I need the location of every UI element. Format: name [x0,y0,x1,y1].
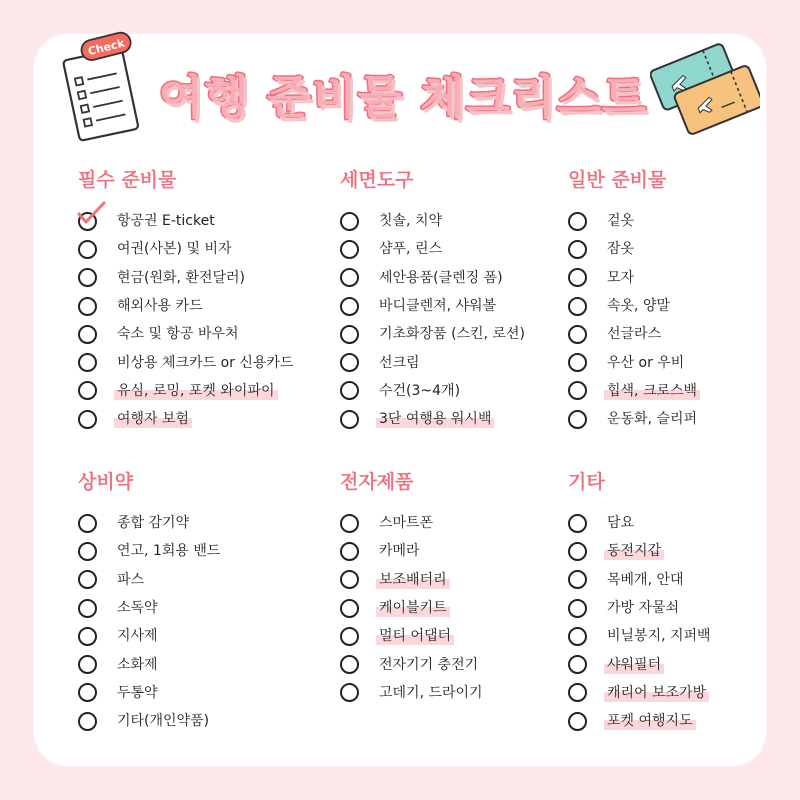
checklist-item[interactable] [78,348,296,376]
checklist-item-label: 여행자 보험 [114,410,192,428]
checklist-item[interactable] [340,264,528,292]
checklist-item[interactable] [568,622,714,650]
checkbox-circle[interactable] [568,212,587,231]
checklist-item-label: 바디클렌져, 샤워볼 [379,298,497,315]
checklist-item-label: 스마트폰 [379,515,434,532]
checkbox-circle[interactable] [78,627,97,646]
checklist-item-label: 전자기기 충전기 [379,656,479,673]
checkbox-circle[interactable] [78,683,97,702]
checklist-item-label: 담요 [607,515,635,532]
checkbox-circle[interactable] [340,655,359,674]
checklist-item-label: 항공권 E-ticket [117,213,215,230]
checklist-item[interactable] [568,707,714,735]
checkbox-circle[interactable] [340,325,359,344]
checklist-item[interactable] [78,650,223,678]
checklist-item-label: 비닐봉지, 지퍼백 [607,628,711,645]
checklist-item[interactable] [340,650,486,678]
checklist-item-label: 샤워필터 [604,656,664,674]
checklist-item-label: 종합 감기약 [117,515,190,532]
checklist-item-label: 두통약 [117,684,158,701]
checkbox-circle[interactable] [568,599,587,618]
checklist-item-label: 기초화장품 (스킨, 로션) [379,326,525,343]
checkbox-circle[interactable] [78,570,97,589]
checklist-item-label: 포켓 여행지도 [604,712,696,730]
checklist-item-label: 연고, 1회용 밴드 [117,543,221,560]
checklist-item[interactable] [568,566,714,594]
checklist [78,207,296,433]
checkbox-circle[interactable] [78,297,97,316]
checklist-item[interactable] [78,566,223,594]
checklist-item-label: 캐리어 보조가방 [604,684,709,702]
checklist-item[interactable] [78,377,296,405]
checklist-item[interactable] [568,292,700,320]
checklist-item[interactable] [340,566,486,594]
checklist-item[interactable] [78,594,223,622]
checklist-item-label: 보조배터리 [376,571,450,589]
checklist-item-label: 수건(3~4개) [379,382,461,399]
checklist-item[interactable] [340,509,486,537]
checklist-item-label: 소화제 [117,656,158,673]
checklist-item[interactable] [78,509,223,537]
checklist-item[interactable] [78,264,296,292]
checkbox-circle[interactable] [78,353,97,372]
checklist-item-label: 운동화, 슬리퍼 [607,411,698,428]
section-title: 기타 [568,471,605,493]
checklist-item-label: 선글라스 [607,326,662,343]
checklist-item-label: 샴푸, 린스 [379,241,442,258]
checkbox-circle[interactable] [340,268,359,287]
checklist-item-label: 동전지갑 [604,542,664,560]
checklist-item-label: 힙색, 크로스백 [604,382,700,400]
checklist-item[interactable] [340,292,528,320]
checklist-item[interactable] [340,537,486,565]
checkbox-circle[interactable] [568,542,587,561]
checklist-item-label: 지사제 [117,628,158,645]
section-title: 일반 준비물 [568,169,667,191]
checkbox-circle[interactable] [340,627,359,646]
checklist-item[interactable] [340,320,528,348]
checklist-item-label: 고데기, 드라이기 [379,684,483,701]
checklist-item[interactable] [340,405,528,433]
checklist-item[interactable] [340,622,486,650]
checklist-item[interactable] [78,207,296,235]
checkbox-circle[interactable] [340,240,359,259]
checklist [340,509,486,707]
checklist-item[interactable] [568,377,700,405]
checkbox-circle[interactable] [340,683,359,702]
checkbox-circle[interactable] [568,514,587,533]
checkbox-circle[interactable] [568,240,587,259]
checkbox-circle[interactable] [340,570,359,589]
checkmark-icon [77,201,107,227]
checklist-item[interactable] [340,207,528,235]
checklist-item[interactable] [78,235,296,263]
checklist-item[interactable] [568,650,714,678]
checklist-item[interactable] [568,207,700,235]
checkbox-circle[interactable] [78,410,97,429]
checklist-item-label: 칫솔, 치약 [379,213,442,230]
checklist-item-label: 속옷, 양말 [607,298,670,315]
checklist-item[interactable] [340,594,486,622]
checklist-item[interactable] [340,235,528,263]
checklist-item[interactable] [568,235,700,263]
checkbox-circle[interactable] [568,353,587,372]
checklist-item[interactable] [340,377,528,405]
checkbox-circle[interactable] [78,712,97,731]
checklist-item-label: 모자 [607,269,635,286]
checklist-item-label: 3단 여행용 워시백 [376,410,494,428]
checklist-item-label: 겉옷 [607,213,635,230]
checkbox-circle[interactable] [340,599,359,618]
checkbox-circle[interactable] [568,712,587,731]
checklist-item-label: 목베개, 안대 [607,571,684,588]
checkbox-circle[interactable] [78,381,97,400]
checkbox-circle[interactable] [78,240,97,259]
section-title: 상비약 [78,471,134,493]
checklist-item-label: 케이블키트 [376,599,450,617]
checklist-item[interactable] [568,537,714,565]
checkbox-circle[interactable] [568,655,587,674]
checklist-item-label: 현금(원화, 환전달러) [117,269,246,286]
section-title: 세면도구 [340,169,414,191]
checkbox-circle[interactable] [340,353,359,372]
checklist-item-label: 세안용품(클렌징 폼) [379,269,503,286]
checkbox-circle[interactable] [78,542,97,561]
checklist-item-label: 소독약 [117,600,158,617]
checklist-item-label: 우산 or 우비 [607,354,685,371]
checklist-item[interactable] [568,679,714,707]
checklist-item-label: 비상용 체크카드 or 신용카드 [117,354,294,371]
page-title: 여행 준비물 체크리스트 [158,70,648,124]
checklist-item[interactable] [78,679,223,707]
checklist-item[interactable] [78,320,296,348]
checkbox-circle[interactable] [340,212,359,231]
checklist-item[interactable] [78,707,223,735]
checklist-item[interactable] [340,679,486,707]
checkbox-circle[interactable] [340,514,359,533]
checkbox-circle[interactable] [78,325,97,344]
checklist [340,207,528,433]
checklist-item-label: 여권(사본) 및 비자 [117,241,232,258]
checklist-item-label: 유심, 로밍, 포켓 와이파이 [114,382,278,400]
checkbox-circle[interactable] [568,683,587,702]
checklist-item-label: 멀티 어댑터 [376,627,454,645]
checklist-item-label: 카메라 [379,543,420,560]
checklist-item-label: 가방 자물쇠 [607,600,680,617]
section-title: 필수 준비물 [78,169,177,191]
checklist [568,509,714,735]
checklist-item-label: 선크림 [379,354,420,371]
checkbox-circle[interactable] [568,381,587,400]
checkbox-circle[interactable] [568,297,587,316]
checkbox-circle[interactable] [78,514,97,533]
checklist-item[interactable] [78,537,223,565]
checklist-item[interactable] [568,405,700,433]
checkbox-circle[interactable] [340,542,359,561]
checklist-item[interactable] [568,264,700,292]
checklist-item-label: 잠옷 [607,241,635,258]
checkbox-circle[interactable] [340,297,359,316]
checklist-item[interactable] [568,509,714,537]
section-title: 전자제품 [340,471,414,493]
checklist-item[interactable] [568,320,700,348]
checkbox-circle[interactable] [568,627,587,646]
checklist-item[interactable] [568,348,700,376]
checklist [78,509,223,735]
checklist-item[interactable] [568,594,714,622]
checkbox-circle[interactable] [568,325,587,344]
checkbox-circle[interactable] [340,381,359,400]
checkbox-circle[interactable] [78,268,97,287]
checklist [568,207,700,433]
checklist-item-label: 기타(개인약품) [117,713,210,730]
checklist-item-label: 파스 [117,571,145,588]
checklist-item[interactable] [78,622,223,650]
checklist-item-label: 해외사용 카드 [117,298,203,315]
checkbox-circle[interactable] [78,655,97,674]
checkbox-circle[interactable] [568,410,587,429]
checklist-item[interactable] [340,348,528,376]
checklist-item[interactable] [78,405,296,433]
checkbox-circle[interactable] [78,599,97,618]
checklist-item[interactable] [78,292,296,320]
checklist-item-label: 숙소 및 항공 바우처 [117,326,239,343]
checkbox-circle[interactable] [568,570,587,589]
check-badge-text: Check [86,36,126,59]
checkbox-circle[interactable] [568,268,587,287]
checkbox-circle[interactable] [340,410,359,429]
